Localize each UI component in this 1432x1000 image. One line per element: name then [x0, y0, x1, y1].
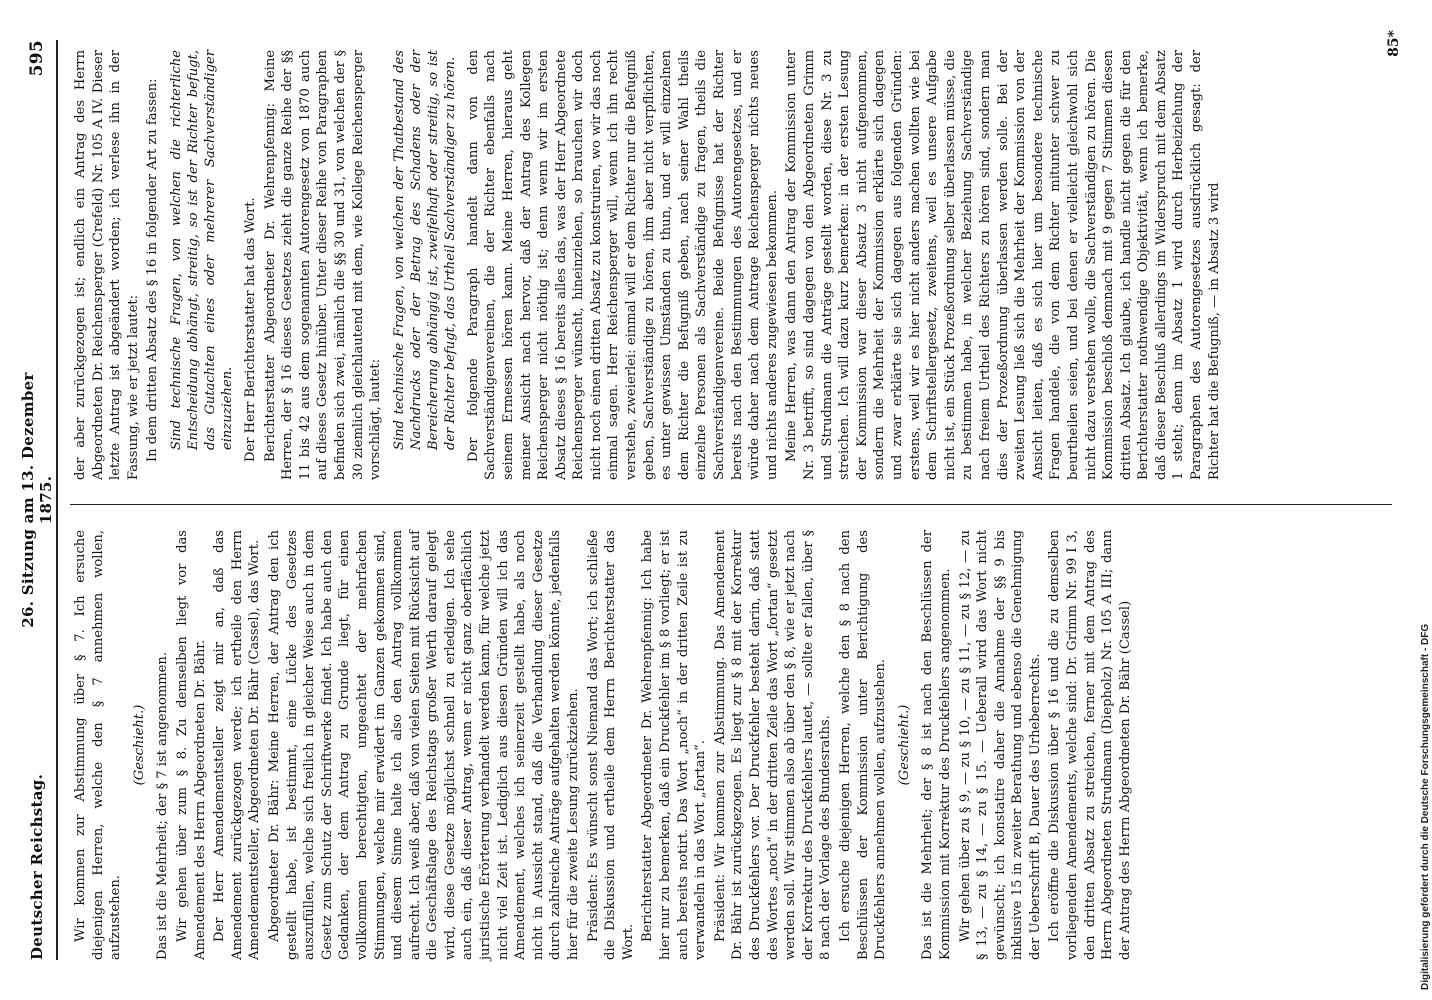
paragraph: Berichterstatter Abgeordneter Dr. Wehrenpfennig: Meine Herren, der § 16 dieses Gesetzes zieht die ganze Reihe der §§ 11 bis 42 aus dem sogenannten Autorengesetz von 1870 auch auf dieses Gesetz hinüber. Unter dieser Reihe von Paragraphen befinden sich zwei, nämlich die §§ 30 und 31, von welchen der § 30 ziemlich gleichlautend mit dem, wie Kollege Reichensperger vorschlägt, lautet: [262, 50, 384, 480]
paragraph: In dem dritten Absatz des § 16 in folgender Art zu fassen: [145, 78, 161, 462]
header-title: Deutscher Reichstag. [28, 773, 46, 960]
column-divider [70, 504, 1392, 505]
page-header [20, 40, 54, 960]
paragraph: Das ist die Mehrheit; der § 7 ist angenommen. [155, 652, 171, 960]
paragraph: Präsident: Wir kommen zur Abstimmung. Das Amendement Dr. Bähr ist zurückgezogen. Es liegt zur § 8 mit der Korrektur des Druckfehlers vor. Der Druckfehler besteht darin, daß statt des Wortes „noch“ in der dritten Zeile das Wort „fortan“ gesetzt werden soll. Wir stimmen also ab über den § 8, wie er jetzt nach der Korrektur des Druckfehlers lautet, — sollte er fallen, über § 8 nach der Vorlage des Bundesraths. [712, 530, 834, 960]
paragraph: Abgeordneter Dr. Bähr: Meine Herren, der Antrag den ich gestellt habe, ist bestimmt, eine Lücke des Gesetzes auszufüllen, welche sich freilich in gleicher Weise auch in dem Gesetz zum Schutz der Schriftwerke findet. Ich habe auch den Gedanken, der dem Antrag zu Grunde liegt, für einen vollkommen berechtigten, ungeachtet der mehrfachen Stimmungen, welche mir erwidert im Ganzen gekommen sind, und diesem Sinne halte ich also den Antrag vollkommen aufrecht. Ich weiß aber, daß von vielen Seiten mit Rücksicht auf die Geschäftslage des Reichstags großer Werth darauf gelegt wird, diese Gesetze möglichst schnell zu erledigen. Ich sehe auch ein, daß dieser Antrag, wenn er nicht ganz oberflächlich juristische Erörterung verhandelt werden kann, für welche jetzt nicht viel Zeit ist. Lediglich aus diesen Gründen will ich das Amendement, welches ich seinerzeit gestellt habe, als noch nicht in Aussicht stand, daß die Verhandlung dieser Gesetze durch zahlreiche Anträge aufgehalten werden könnte, jedenfalls hier für die zweite Lesung zurückziehen. [266, 530, 582, 960]
digitization-credit [1416, 0, 1432, 1000]
paragraph: der aber zurückgezogen ist; endlich ein Antrag des Herrn Abgeordneten Dr. Reichensperger (Crefeld) Nr. 105 A IV. Dieser letzte Antrag ist abgeändert worden; ich verlese ihn in der Fassung, wie er jetzt lautet: [73, 50, 141, 480]
paragraph: Wir gehen über zum § 8. Zu demselben liegt vor das Amendement des Herrn Abgeordneten Dr. Bähr. [174, 530, 208, 960]
header-session: 26. Sitzung am 13. Dezember 1875. [19, 372, 55, 628]
paragraph: Der folgende Paragraph handelt dann von den Sachverständigenvereinen, die der Richter ebenfalls nach seinem Ermessen hören kann. Meine Herren, hieraus geht meiner Ansicht nach hervor, daß der Antrag des Kollegen Reichensperger nicht nöthig ist; denn wenn wir im ersten Absatz dieses § 16 bereits alles das, was der Herr Abgeordnete Reichensperger wünscht, hineinziehen, so brauchen wir doch nicht noch einen dritten Absatz zu konstruiren, wo wir das noch einmal sagen. Herr Reichensperger will, wenn ich ihn recht verstehe, zweierlei: einmal will er dem Richter nur die Befugniß geben, Sachverständige zu hören, ihm aber nicht verpflichten, es unter gewissen Umständen zu thun, und er will einzelnen dem Richter die Befugniß geben, nach seiner Wahl theils einzelne Personen als Sachverständige zu fragen, theils die Sachverständigenvereine. Beide Befugnisse hat der Richter bereits nach den Bestimmungen des Autorengesetzes, und er würde daher nach dem Antrage Reichensperger nichts neues und nichts anderes zugewiesen bekommen. [465, 50, 780, 480]
paragraph: Berichterstatter Abgeordneter Dr. Wehrenpfennig: Ich habe hier nur zu bemerken, daß ein Druckfehler im § 8 vorliegt; er ist auch bereits notirt. Das Wort „noch“ in der dritten Zeile ist zu verwandeln in das Wort „fortan“. [640, 530, 709, 960]
digitization-credit-text [1416, 0, 1432, 1000]
paragraph: Ich eröffne die Diskussion über § 16 und die zu demselben vorliegenden Amendements, welche sind: Dr. Grimm Nr. 99 I 3, den dritten Absatz zu streichen, ferner mit dem Antrag des Herrn Abgeordneten Strudmann (Diepholz) Nr. 105 A III; dann der Antrag des Herrn Abgeordneten Dr. Bähr (Cassel) [1047, 530, 1133, 960]
quoted-text: Sind technische Fragen, von welchen der Thatbestand des Nachdrucks oder der Betrag des Schadens oder der Bereicherung abhängig ist, zweifelhaft oder streitig, so ist der Richter befugt, das Urtheil Sachverständiger zu hören. [391, 50, 458, 450]
page-number: 595 [27, 39, 47, 77]
text-column-left [72, 530, 1392, 960]
text-column-right [72, 50, 1392, 480]
signature-mark: 85* [1386, 30, 1402, 57]
stage-direction: (Geschieht.) [131, 704, 147, 786]
paragraph: Ich ersuche diejenigen Herren, welche den § 8 nach den Beschlüssen der Kommission unter Berichtigung des Druckfehlers annehmen wollen, aufzustehen. [837, 530, 889, 960]
header-rule [56, 40, 58, 960]
paragraph: Meine Herren, was dann den Antrag der Kommission unter Nr. 3 betrifft, so sind dagegen von den Abgeordneten Grimm und Strudmann die Anträge gestellt worden, diese Nr. 3 zu streichen. Ich will dazu kurz bemerken: in der ersten Lesung der Kommission war dieser Absatz 3 nicht aufgenommen, sondern die Mehrheit der Kommission erklärte sich dagegen und zwar erklärte sie sich dagegen aus folgenden Gründen: erstens, weil wir es hier nicht anders machen wollten wie bei dem Schriftstellergesetz, zweitens, weil es unsere Aufgabe nicht ist, ein Stück Prozeßordnung selber überlassen müsse, die zu bestimmen habe, in welcher Beziehung Sachverständige nach freiem Urtheil des Richters zu hören sind, sondern man dies der Prozeßordnung überlassen werden solle. Bei der zweiten Lesung ließ sich die Mehrheit der Kommission von der Ansicht leiten, daß es sich hier um besondere technische Fragen handele, die von dem Richter mitunter schwer zu beurtheilen seien, und bei denen er vielleicht gleichwohl sich nicht dazu verstehen wolle, die Sachverständigen zu hören. Die Kommission beschloß demnach mit 9 gegen 7 Stimmen diesen dritten Absatz. Ich glaube, ich handle nicht gegen die für den Berichterstatter nothwendige Objektivität, wenn ich bemerke, daß dieser Beschluß allerdings im Widerspruch mit dem Absatz 1 steht; denn im Absatz 1 wird durch Herbeiziehung der Paragraphen des Autorengesetzes ausdrücklich gesagt: der Richter hat die Befugniß, — in Absatz 3 wird [784, 50, 1222, 480]
paragraph: Der Herr Amendementsteller zeigt mir an, daß das Amendement zurückgezogen werde; ich ertheile den Herrn Amendementsteller, Abgeordneten Dr. Bähr (Cassel), das Wort. [212, 530, 263, 960]
digitization-credit-label: Digitalisierung gefördert durch die Deutsche Forschungsgemeinschaft - DFG [1420, 623, 1431, 990]
quoted-text: Sind technische Fragen, von welchen die richterliche Entscheidung abhängt, streitig, so ist der Richter befugt, das Gutachten eines oder mehrerer Sachverständiger einzuziehen. [168, 50, 235, 450]
paragraph: Der Herr Berichterstatter hat das Wort. [242, 197, 258, 462]
stage-direction: (Geschieht.) [896, 704, 912, 786]
paragraph: Das ist die Mehrheit; der § 8 ist nach den Beschlüssen der Kommission mit Korrektur des Druckfehlers angenommen. [920, 530, 953, 960]
paragraph: Wir kommen zur Abstimmung über § 7. Ich ersuche diejenigen Herren, welche den § 7 annehmen wollen, aufzustehen. [73, 530, 124, 960]
paragraph: Präsident: Es wünscht sonst Niemand das Wort; ich schließe die Diskussion und ertheile dem Herrn Berichterstatter das Wort. [585, 530, 636, 960]
paragraph: Wir gehen über zu § 9, — zu § 10, — zu § 11, — zu § 12, — zu § 13, — zu § 14, — zu § 15. — Ueberall wird das Wort nicht gewünscht; ich konstatire daher die Annahme der §§ 9 bis inklusive 15 in zweiter Berathung und ebenso die Genehmigung der Ueberschrift B, Dauer des Urheberrechts. [957, 530, 1043, 960]
